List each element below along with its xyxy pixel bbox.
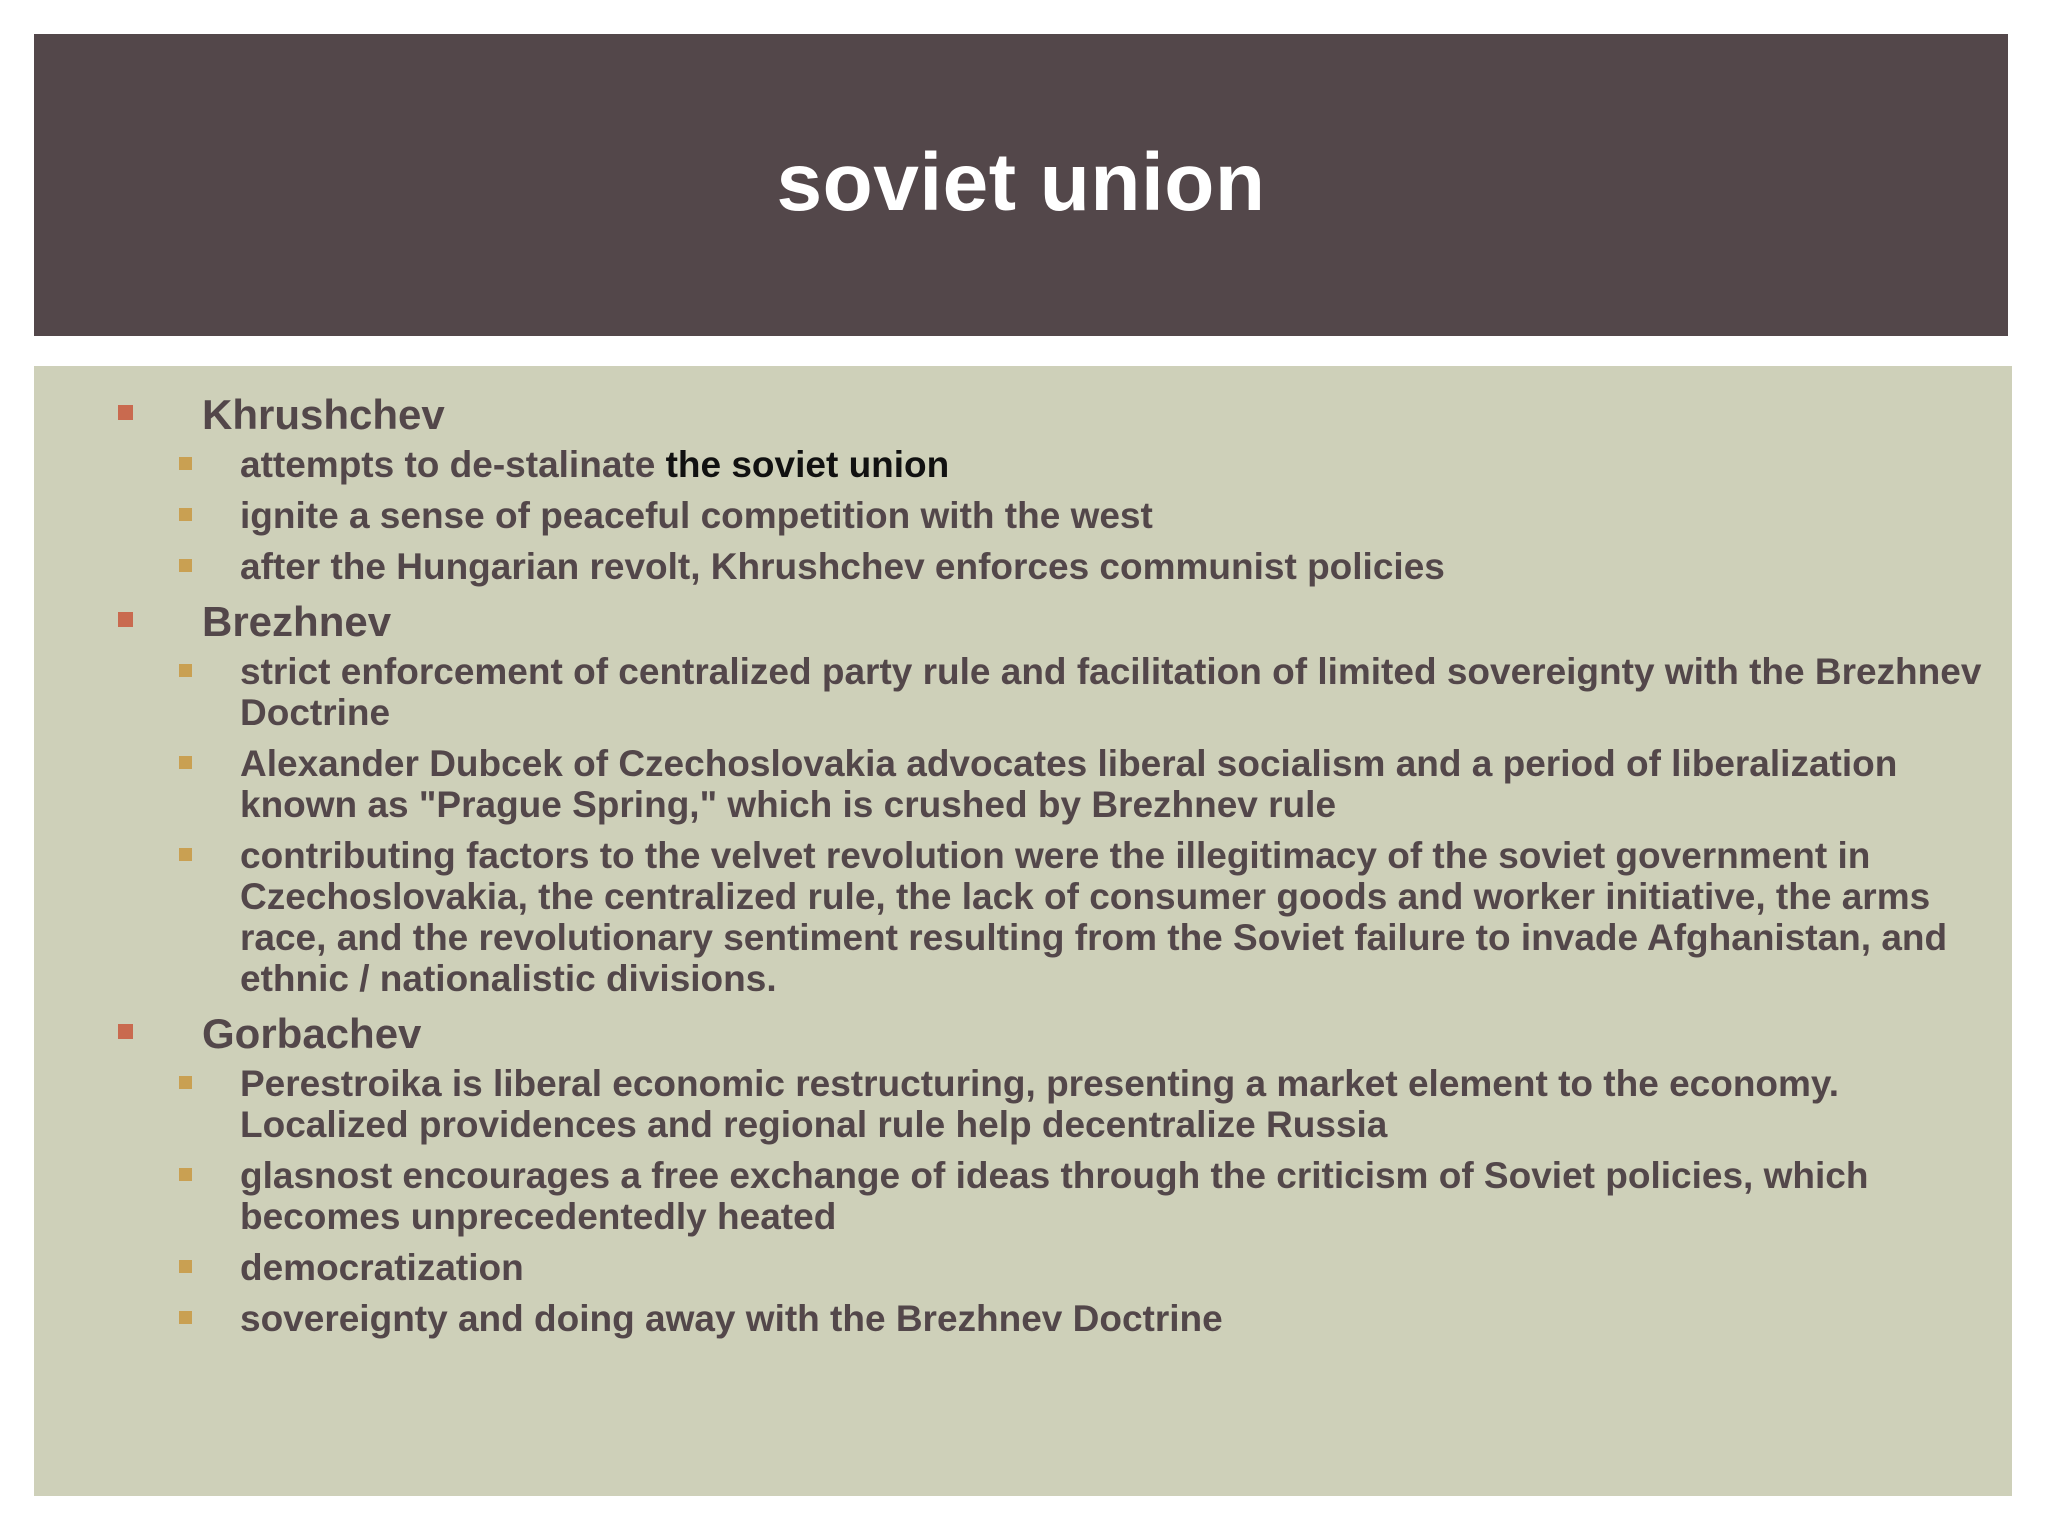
content-panel bbox=[34, 366, 2012, 1496]
section-heading: Brezhnev bbox=[202, 598, 392, 645]
list-item bbox=[179, 495, 1988, 536]
title-band bbox=[34, 34, 2008, 336]
list-item bbox=[179, 835, 1988, 999]
section-khrushchev-points bbox=[118, 444, 1988, 587]
section-heading: Khrushchev bbox=[202, 391, 445, 438]
square-bullet-icon bbox=[179, 664, 192, 677]
point-text: sovereignty and doing away with the Brezhnev Doctrine bbox=[240, 1298, 1223, 1339]
bullet-outline bbox=[118, 388, 1988, 1349]
square-bullet-icon bbox=[179, 848, 192, 861]
section-brezhnev bbox=[118, 597, 1988, 647]
square-bullet-icon bbox=[118, 612, 133, 627]
list-item bbox=[179, 1247, 1988, 1288]
point-text: after the Hungarian revolt, Khrushchev enforces communist policies bbox=[240, 546, 1445, 587]
point-text: Perestroika is liberal economic restructuring, presenting a market element to the economy. Localized providences and regional rule help decentralize Russia bbox=[240, 1063, 1840, 1145]
section-khrushchev bbox=[118, 390, 1988, 440]
section-gorbachev bbox=[118, 1009, 1988, 1059]
square-bullet-icon bbox=[179, 559, 192, 572]
list-item bbox=[179, 444, 1988, 485]
point-text: democratization bbox=[240, 1247, 524, 1288]
list-item bbox=[179, 546, 1988, 587]
list-item bbox=[179, 1063, 1988, 1145]
square-bullet-icon bbox=[179, 1168, 192, 1181]
square-bullet-icon bbox=[118, 405, 133, 420]
square-bullet-icon bbox=[179, 508, 192, 521]
point-text: contributing factors to the velvet revolution were the illegitimacy of the soviet government in Czechoslovakia, the centralized rule, the lack of consumer goods and worker initiative, the arms race, and the revolutionary sentiment resulting from the Soviet failure to invade Afghanistan, and ethnic / nationalistic divisions. bbox=[240, 835, 1948, 999]
list-item bbox=[179, 1298, 1988, 1339]
square-bullet-icon bbox=[179, 1311, 192, 1324]
list-item bbox=[179, 651, 1988, 733]
list-item bbox=[179, 1155, 1988, 1237]
square-bullet-icon bbox=[179, 1076, 192, 1089]
point-text: ignite a sense of peaceful competition with the west bbox=[240, 495, 1153, 536]
section-gorbachev-points bbox=[118, 1063, 1988, 1339]
point-text: glasnost encourages a free exchange of ideas through the criticism of Soviet policies, which becomes unprecedentedly heated bbox=[240, 1155, 1869, 1237]
point-text: strict enforcement of centralized party rule and facilitation of limited sovereignty with the Brezhnev Doctrine bbox=[240, 651, 1982, 733]
square-bullet-icon bbox=[179, 457, 192, 470]
point-text: Alexander Dubcek of Czechoslovakia advocates liberal socialism and a period of liberalization known as "Prague Spring," which is crushed by Brezhnev rule bbox=[240, 743, 1898, 825]
square-bullet-icon bbox=[179, 756, 192, 769]
list-item bbox=[179, 743, 1988, 825]
point-text: attempts to de-stalinate bbox=[240, 444, 666, 485]
square-bullet-icon bbox=[179, 1260, 192, 1273]
section-heading: Gorbachev bbox=[202, 1010, 422, 1057]
square-bullet-icon bbox=[118, 1024, 133, 1039]
point-emphasis: the soviet union bbox=[665, 444, 950, 485]
slide-title: soviet union bbox=[776, 137, 1266, 228]
section-brezhnev-points bbox=[118, 651, 1988, 999]
